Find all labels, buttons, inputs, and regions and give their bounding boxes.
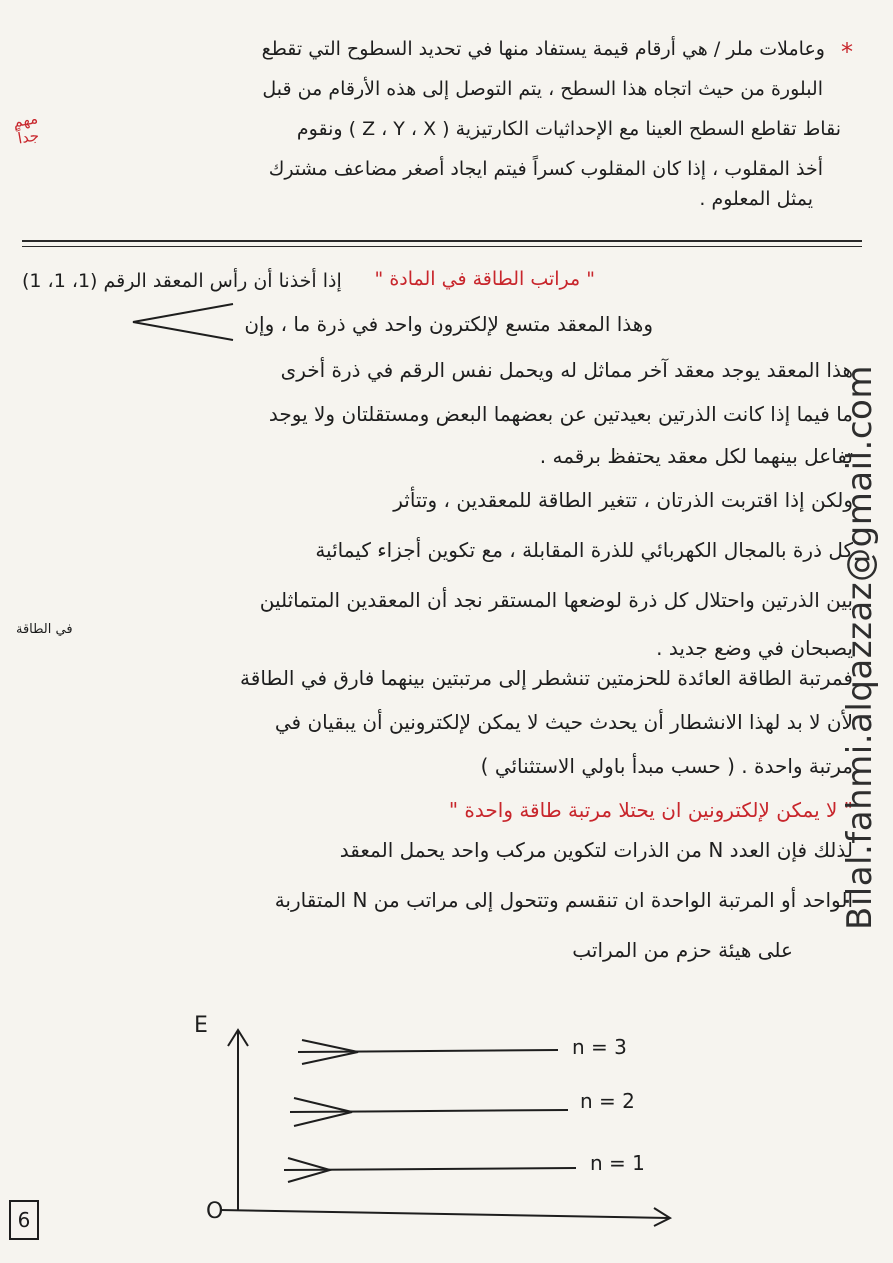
note-line-3: نقاط تقاطع السطح العينا مع الإحداثيات الكارتيزية ( Z ، Y ، X ) ونقوم <box>296 118 841 140</box>
section-line-15: الواحد أو المرتبة الواحدة ان تنقسم وتتحول إلى مراتب من N المتقاربة <box>274 888 853 912</box>
section-line-11: لأن لا بد لهذا الانشطار أن يحدث حيث لا يمكن لإلكترونين أن يبقيان في <box>274 710 853 734</box>
energy-level-n3 <box>298 1035 627 1064</box>
level-label: n = 1 <box>590 1151 645 1175</box>
note-line-2: البلورة من حيث اتجاه هذا السطح ، يتم التوصل إلى هذه الأرقام من قبل <box>262 78 823 100</box>
energy-levels-diagram <box>180 1010 700 1240</box>
level-label: n = 3 <box>572 1035 627 1059</box>
page-number: 6 <box>9 1200 39 1240</box>
energy-level-n2 <box>290 1089 635 1126</box>
note-line-4: أخذ المقلوب ، إذا كان المقلوب كسراً فيتم ايجاد أصغر مضاعف مشترك <box>268 158 823 180</box>
section-line-5: تفاعل بينهما لكل معقد يحتفظ برقمه . <box>539 444 853 468</box>
note-line-5: يمثل المعلوم . <box>699 188 813 210</box>
section-line-1: إذا أخذنا أن رأس المعقد الرقم (1، 1، 1) <box>22 270 342 292</box>
section-line-4: ما فيما إذا كانت الذرتين بعيدتين عن بعضهما البعض ومستقلتان ولا يوجد <box>268 402 853 426</box>
section-line-16: على هيئة حزم من المراتب <box>572 938 793 962</box>
energy-level-n1 <box>284 1151 645 1182</box>
section-line-9: يصبحان في وضع جديد . <box>656 636 853 660</box>
section-line-8: بين الذرتين واحتلال كل ذرة لوضعها المستقر نجد أن المعقدين المتماثلين <box>259 588 853 612</box>
section-line-12: مرتبة واحدة . ( حسب مبدأ باولي الاستثنائي ) <box>480 754 853 778</box>
section-line-6: ولكن إذا اقتربت الذرتان ، تتغير الطاقة للمعقدين ، وتتأثر <box>393 488 853 512</box>
section-title: " مراتب الطاقة في المادة " <box>374 268 595 290</box>
section-line-7: كل ذرة بالمجال الكهربائي للذرة المقابلة ، مع تكوين أجزاء كيمائية <box>315 538 853 562</box>
divider-line <box>22 240 862 242</box>
section-line-14: لذلك فإن العدد N من الذرات لتكوين مركب واحد يحمل المعقد <box>339 838 853 862</box>
level-label: n = 2 <box>580 1089 635 1113</box>
divider-line-thin <box>22 246 862 247</box>
email-watermark: Bilal.fahmi.alqazzaz@gmail.com <box>840 365 880 930</box>
x-axis <box>220 1210 668 1218</box>
section-line-2: وهذا المعقد متسع لإلكترون واحد في ذرة ما ، وإن <box>244 312 653 336</box>
note-line-1: وعاملات ملر / هي أرقام قيمة يستفاد منها في تحديد السطوح التي تقطع <box>261 38 825 60</box>
margin-label: في الطاقة <box>16 622 73 637</box>
y-axis-label: E <box>194 1013 208 1038</box>
pauli-principle-quote: " لا يمكن لإلكترونين ان يحتلا مرتبة طاقة واحدة " <box>448 798 853 822</box>
star-icon: * <box>841 38 853 66</box>
section-line-10: فمرتبة الطاقة العائدة للحزمتين تنشطر إلى مرتبتين بينهما فارق في الطاقة <box>240 666 853 690</box>
origin-label: O <box>206 1199 224 1224</box>
important-margin-note: مهم جداً <box>11 109 41 148</box>
arrow-bracket-icon <box>125 300 235 344</box>
section-line-3: هذا المعقد يوجد معقد آخر مماثل له ويحمل نفس الرقم في ذرة أخرى <box>280 358 853 382</box>
